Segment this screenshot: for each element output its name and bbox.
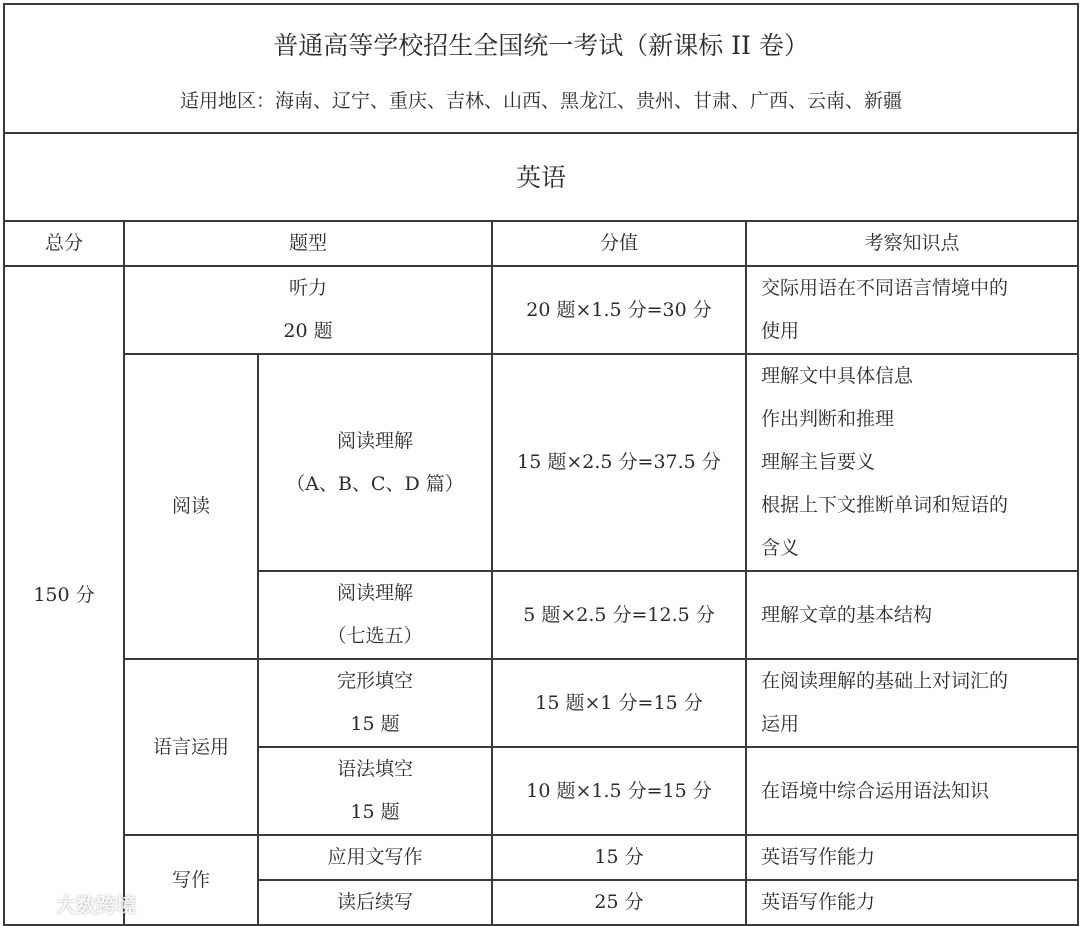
listening-knowledge (746, 266, 1078, 354)
knowledge-line: 在语境中综合运用语法知识 (761, 779, 990, 802)
table-row-cloze (4, 659, 1078, 747)
practical-writing-type: 应用文写作 (258, 835, 492, 880)
column-header-row (4, 221, 1078, 266)
cloze-score: 15 题×1 分=15 分 (492, 659, 746, 747)
continuation-writing-type: 读后续写 (258, 880, 492, 925)
reading-abcd-detail: （A、B、C、D 篇） (286, 472, 464, 495)
writing-section-name: 写作 (124, 835, 258, 925)
knowledge-line: 在阅读理解的基础上对词汇的 (761, 670, 1009, 692)
reading-abcd-type (258, 354, 492, 571)
table-row-listening (4, 266, 1078, 354)
reading-abcd-name: 阅读理解 (336, 429, 413, 452)
exam-structure-document (3, 3, 1077, 920)
grammar-fill-name: 语法填空 (336, 758, 413, 780)
knowledge-line: 含义 (761, 537, 800, 559)
title-cell (4, 4, 1078, 133)
subject-title: 英语 (4, 133, 1078, 221)
reading-seven-five-detail: （七选五） (327, 625, 423, 647)
knowledge-line: 交际用语在不同语言情境中的 (761, 277, 1009, 299)
total-score-cell: 150 分 (4, 266, 124, 925)
reading-seven-five-knowledge (746, 571, 1078, 659)
listening-type-cell (124, 266, 492, 354)
grammar-fill-type (258, 747, 492, 835)
column-header-type: 题型 (124, 221, 492, 266)
watermark (8, 889, 136, 918)
knowledge-line: 使用 (761, 320, 800, 342)
table-row-reading-abcd (4, 354, 1078, 571)
continuation-writing-score: 25 分 (492, 880, 746, 925)
grammar-fill-knowledge (746, 747, 1078, 835)
exam-title: 普通高等学校招生全国统一考试（新课标 II 卷） (273, 30, 809, 60)
practical-writing-score: 15 分 (492, 835, 746, 880)
applicable-regions: 适用地区：海南、辽宁、重庆、吉林、山西、黑龙江、贵州、甘肃、广西、云南、新疆 (180, 89, 903, 112)
cloze-name: 完形填空 (336, 670, 413, 692)
watermark-text: 大数跨境 (56, 893, 136, 917)
practical-writing-knowledge: 英语写作能力 (746, 835, 1078, 880)
knowledge-line: 作出判断和推理 (761, 408, 895, 430)
reading-seven-five-name: 阅读理解 (336, 582, 413, 604)
listening-score: 20 题×1.5 分=30 分 (492, 266, 746, 354)
knowledge-line: 理解主旨要义 (761, 451, 876, 473)
column-header-total: 总分 (4, 221, 124, 266)
grammar-fill-score: 10 题×1.5 分=15 分 (492, 747, 746, 835)
column-header-knowledge: 考察知识点 (746, 221, 1078, 266)
continuation-writing-knowledge: 英语写作能力 (746, 880, 1078, 925)
watermark-logo-icon (8, 892, 48, 916)
reading-abcd-score: 15 题×2.5 分=37.5 分 (492, 354, 746, 571)
reading-abcd-knowledge (746, 354, 1078, 571)
knowledge-line: 根据上下文推断单词和短语的 (761, 494, 1009, 516)
listening-name: 听力 (288, 277, 327, 299)
cloze-type (258, 659, 492, 747)
cloze-knowledge (746, 659, 1078, 747)
column-header-score: 分值 (492, 221, 746, 266)
language-use-section-name: 语言运用 (124, 659, 258, 835)
exam-structure-table (3, 3, 1079, 926)
reading-seven-five-type (258, 571, 492, 659)
table-row-practical-writing (4, 835, 1078, 880)
knowledge-line: 理解文章的基本结构 (761, 603, 933, 626)
listening-count: 20 题 (283, 320, 333, 342)
knowledge-line: 理解文中具体信息 (761, 365, 914, 387)
cloze-count: 15 题 (350, 713, 400, 735)
reading-seven-five-score: 5 题×2.5 分=12.5 分 (492, 571, 746, 659)
reading-section-name: 阅读 (124, 354, 258, 659)
knowledge-line: 运用 (761, 713, 800, 735)
grammar-fill-count: 15 题 (350, 801, 400, 823)
